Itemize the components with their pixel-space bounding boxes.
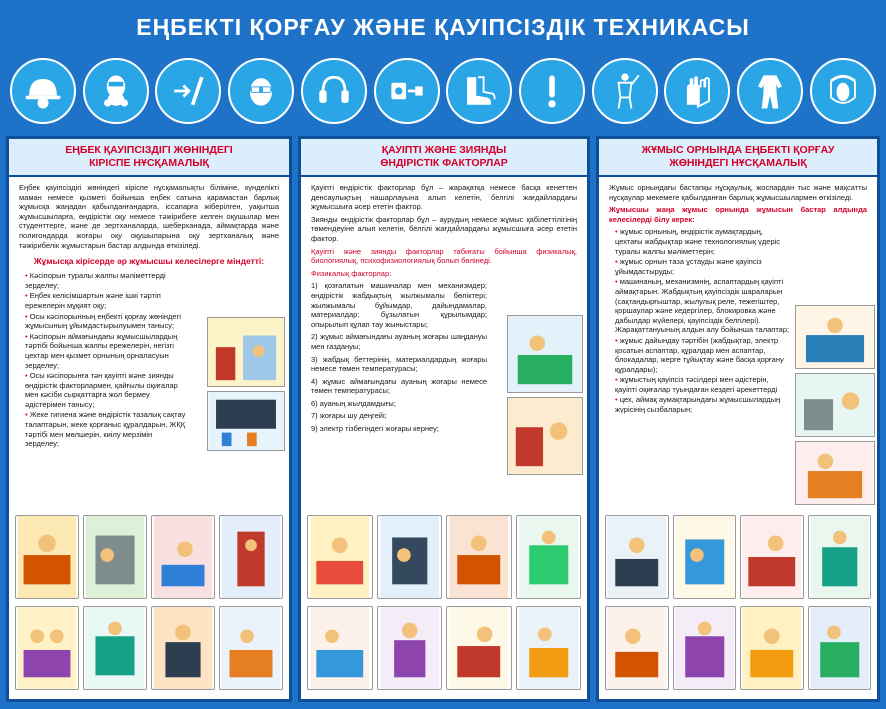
- illustration: [377, 515, 443, 599]
- panel-introductory-instruction: [6, 136, 292, 702]
- overalls-icon: [737, 58, 803, 124]
- panel-title: ЕҢБЕК ҚАУІПСІЗДІГІ ЖӨНІНДЕГІ КІРІСПЕ НҰСҚАМАЛЫҚ: [65, 144, 233, 169]
- illustration: [795, 305, 875, 369]
- illustration: [15, 606, 79, 690]
- ear-protection-icon: [301, 58, 367, 124]
- illustration: [207, 391, 285, 451]
- illustration: [516, 515, 582, 599]
- harness-icon: [592, 58, 658, 124]
- illustration: [795, 373, 875, 437]
- warning-exclamation-icon: [519, 58, 585, 124]
- illustration: [307, 606, 373, 690]
- bullet-item: • жұмыс орнын таза ұстауды және қауіпсіз ұйымдастыруды;: [609, 257, 791, 276]
- intro-text: Жұмыс орнындағы бастапқы нұсқаулық, жоспардан тыс және мақсатты нұсқаулар мекемеге қабылданған барлық жұмысшылармен өткізіледі.: [609, 183, 867, 202]
- bullet-item: • машинаның, механизмнің, аспаптардың қауіпті аймақтарын. Жабдықтың қауіпсіздік шараларын (сақтандырғыштар, жылулық реле, тежегіштер, қоршаулар және кедергілер, блокировка және дабылдар жүйелері, қауіпсіздік белгілері). Жарақаттануының алдын алу бойынша талаптар;: [609, 277, 791, 335]
- illustration: [516, 606, 582, 690]
- illustration: [83, 515, 147, 599]
- panel-title: ЖҰМЫС ОРНЫНДА ЕҢБЕКТІ ҚОРҒАУ ЖӨНІНДЕГІ НҰСҚАМАЛЫҚ: [641, 144, 835, 169]
- illustration: [219, 515, 283, 599]
- sub-heading: Физикалық факторлар:: [311, 268, 392, 278]
- intro-text: Зиянды өндірістік факторлар бұл – аурудың немесе жұмыс қабілеттілігінің төмендеуіне алып келетін, белгілі жағдайлардағы жұмысшыға әсер ететін фактор.: [311, 214, 577, 243]
- title-bar: [0, 0, 886, 54]
- illustration: [605, 606, 669, 690]
- ppe-icons-row: [10, 58, 876, 132]
- illustration: [740, 606, 804, 690]
- intro-text: Еңбек қауіпсіздігі жөніндегі кіріспе нұсқамалықты біліміне, күнделікті маман немесе қызметі бойынша еңбек сатына қарамастан барлық жұмысқа жаңадан қабылданғандарға, іссапарға жіберілген, уақытша жұмысшыларға, өндірістік оқу немесе тәжірибеге келген оқушылар мен студенттерге, және де зертханаларда, шеберханада, аймақтарда және полигондарда жоғары оқу оқушыларына оқу зертханалық және тәжірибелік жұмыстарын бастар алдында өткізіледі.: [19, 183, 279, 250]
- illustration: [673, 606, 737, 690]
- safety-boots-icon: [446, 58, 512, 124]
- bullet-item: • Осы кәсіпорынның еңбекті қорғау жөніндегі жұмысының ұйымдастырылуымен танысу;: [19, 312, 187, 331]
- illustration: [151, 515, 215, 599]
- panel-workplace-instruction: [596, 136, 880, 702]
- list-item: 6) ауаның жылдамдығы;: [311, 398, 396, 408]
- illustration: [446, 606, 512, 690]
- illustration: [446, 515, 512, 599]
- illustration: [207, 317, 285, 387]
- bullet-item: • Кәсіпорын туралы жалпы мәліметтерді зерделеу;: [19, 271, 187, 290]
- bullet-item: • жұмыстың қауіпсіз тәсілдері мен әдістерін, қауіпті оқиғалар туындаған кездегі әрекеттерді: [609, 375, 791, 394]
- illustration: [673, 515, 737, 599]
- illustration-grid: [605, 515, 871, 693]
- bullet-item: • жұмыс дайындау тәртібін (жабдықтар, электр қосатын аспаптар, құралдар мен аспаптар, блокадалар, жерге тұйықтау және басқа қорғану құралдары);: [609, 336, 791, 374]
- page-title: ЕҢБЕКТІ ҚОРҒАУ ЖӘНЕ ҚАУІПСІЗДІК ТЕХНИКАСЫ: [136, 13, 750, 40]
- illustration: [507, 397, 583, 475]
- gloves-icon: [664, 58, 730, 124]
- panel-heading: [301, 139, 587, 177]
- list-item: 4) жұмыс аймағындағы ауаның жоғары немесе төмен температурасы;: [311, 376, 487, 396]
- sub-heading: Жұмысшы жаңа жұмыс орнында жұмысын бастар алдында келесілерді білу керек:: [609, 205, 867, 224]
- list-item: 3) жабдық беттерінің, материалдардың жоғары немесе төмен температурасы;: [311, 354, 487, 374]
- respirator-icon: [83, 58, 149, 124]
- bullet-item: • жұмыс орнының, өндірістік аумақтардың, цехтағы жабдықтар және технологиялық үдеріс туралы жалпы мәліметтерін;: [609, 227, 791, 256]
- bullet-item: • Еңбек келісімшартын және ішкі тәртіп ережелерін мұқият оқу;: [19, 291, 187, 310]
- illustration: [605, 515, 669, 599]
- panel-hazard-factors: [298, 136, 590, 702]
- list-item: 2) жұмыс аймағындағы ауаның жоғары шаңдануы мен газдануы;: [311, 332, 487, 351]
- bullet-item: • цех, аймақ аумақтарындағы жұмысшылардың жүрісінің сызбаларын;: [609, 395, 791, 414]
- list-item: 1) қозғалатын машиналар мен механизмдер; өндірістік жабдықтың жылжымалы бөліктері; жылжымалы бұйымдар, дайындамалар, материалдар; бұзылатын құрылымдар; опырылып құлап тау жыныстары;: [311, 281, 487, 329]
- illustration: [808, 606, 872, 690]
- intro-text: Қауіпті және зиянды факторлар табиғаты бойынша физикалық, биологиялық, психофизиологиялық болып бөлінеді.: [311, 246, 577, 266]
- goggles-icon: [228, 58, 294, 124]
- intro-text: Қауіпті өндірістік факторлар бұл – жарақатқа немесе басқа кенеттен денсаулықтың нашарлауына алып келетін, белгілі жағдайлардағы жұмысшыға әсер ететін фактор.: [311, 183, 577, 212]
- plug-unplug-icon: [374, 58, 440, 124]
- illustration-grid: [307, 515, 581, 693]
- illustration: [15, 515, 79, 599]
- bullet-item: • Осы кәсіпорынға тән қауіпті және зиянды өндірістік факторлармен, қайғылы оқиғалар мен кәсіби сырқаттарға жол бермеу әдістерімен танысу;: [19, 371, 187, 409]
- side-illustrations: [207, 317, 285, 451]
- panel-title: ҚАУІПТІ ЖӘНЕ ЗИЯНДЫ ӨНДІРІСТІК ФАКТОРЛАР: [380, 144, 508, 169]
- side-illustrations: [507, 315, 583, 475]
- face-shield-icon: [810, 58, 876, 124]
- panel-heading: [9, 139, 289, 177]
- sub-heading: Жұмысқа кірісерде әр жұмысшы келесілерге міндетті:: [33, 256, 265, 267]
- panel-heading: [599, 139, 877, 177]
- switch-off-icon: [155, 58, 221, 124]
- bullet-item: • Кәсіпорын аймағындағы жұмысшылардың тәртібі бойынша жалпы ережелерін, негізгі цехтар мен қызмет орнының орналасуын зерделеу;: [19, 332, 187, 370]
- illustration: [507, 315, 583, 393]
- illustration: [808, 515, 872, 599]
- illustration: [151, 606, 215, 690]
- illustration: [377, 606, 443, 690]
- illustration: [307, 515, 373, 599]
- side-illustrations: [795, 305, 875, 505]
- illustration: [219, 606, 283, 690]
- list-item: 7) жоғары шу деңгейі;: [311, 411, 387, 421]
- illustration: [795, 441, 875, 505]
- illustration: [740, 515, 804, 599]
- illustration-grid: [15, 515, 283, 693]
- bullet-item: • Жеке гигиена және өндірістік тазалық сақтау талаптарын, жеке қорғаныс құралдарын, ЖҚҚ тәртібі мен мөлшерін, киілу мерзімін зерделеу;: [19, 410, 187, 448]
- hard-hat-icon: [10, 58, 76, 124]
- illustration: [83, 606, 147, 690]
- list-item: 9) электр тізбегіндегі жоғары кернеу;: [311, 424, 439, 434]
